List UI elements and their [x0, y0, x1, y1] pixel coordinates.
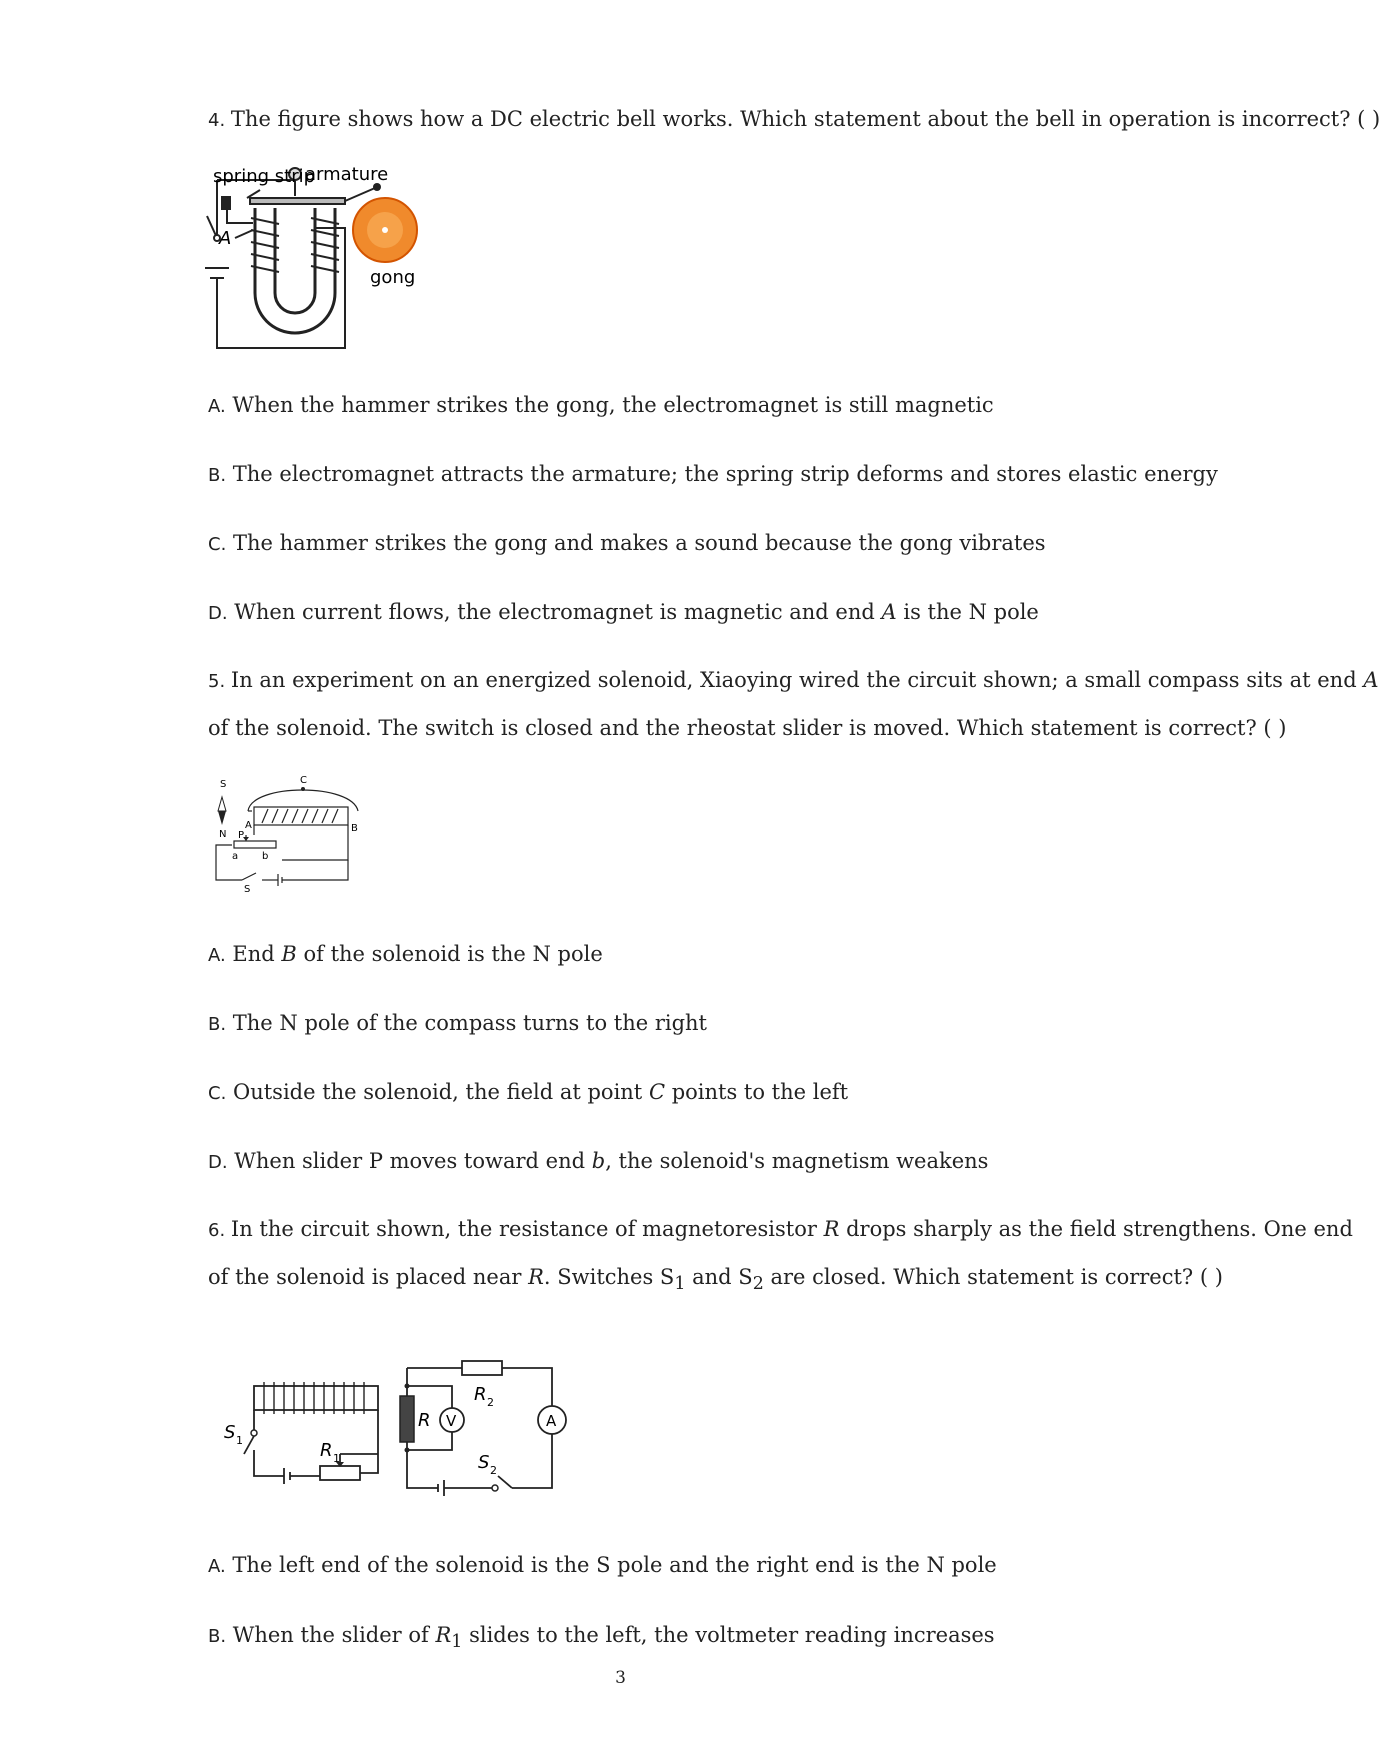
q6-solenoid-body — [254, 1386, 378, 1410]
q6-label-s1: S — [224, 1422, 236, 1443]
q5-number: 5 — [208, 671, 220, 692]
q6-stem-line1-post: drops sharply as the field strengthens. One end — [839, 1217, 1353, 1241]
q6-option-b-text-post: slides to the left, the voltmeter reading increases — [462, 1623, 995, 1647]
q5-number-dot: . — [219, 671, 231, 692]
q6-wire-left-bottom — [254, 1450, 284, 1476]
q4-option-a-letter: A. — [208, 396, 226, 417]
q6-stem-sep: and S — [685, 1265, 753, 1289]
q6-number: 6 — [208, 1220, 220, 1241]
q6-option-a — [208, 1550, 1038, 1582]
q5-field-line — [248, 790, 358, 811]
q5-option-b-text: The N pole of the compass turns to the right — [232, 1011, 707, 1035]
q5-option-a-var: B — [281, 942, 297, 966]
q4-option-a — [208, 390, 1038, 422]
q6-option-b-text-pre: When the slider of — [232, 1623, 436, 1647]
q5-compass-s-half — [218, 797, 226, 811]
q6-stem-line1-var: R — [823, 1217, 840, 1241]
q4-option-b — [208, 459, 1218, 491]
q4-option-c — [208, 528, 1046, 560]
q6-option-b-var: R — [435, 1623, 452, 1647]
q5-wire-right — [282, 825, 348, 860]
q5-option-d-text-pre: When slider P moves toward end — [234, 1149, 592, 1173]
q6-wire-top-right — [502, 1368, 552, 1406]
q5-option-a — [208, 939, 1038, 971]
q4-option-d-letter: D. — [208, 603, 228, 624]
q5-option-d-letter: D. — [208, 1152, 228, 1173]
q5-option-d — [208, 1146, 1038, 1178]
q6-label-s2-sub: 2 — [490, 1464, 497, 1477]
q6-option-b — [208, 1620, 1038, 1657]
q5-option-c-letter: C. — [208, 1083, 227, 1104]
q6-label-v: V — [446, 1412, 457, 1430]
q5-label-switch: S — [244, 884, 251, 895]
q5-option-b-letter: B. — [208, 1014, 227, 1035]
q6-option-b-letter: B. — [208, 1626, 227, 1647]
q6-switch-s1-pivot — [251, 1430, 257, 1436]
q4-core-inner — [275, 208, 315, 313]
q4-number: 4 — [208, 110, 220, 131]
q6-label-r2: R — [474, 1384, 487, 1405]
q5-label-a: A — [245, 820, 252, 831]
q5-point-c — [301, 787, 305, 791]
q6-stem-line2-pre: of the solenoid is placed near — [208, 1265, 529, 1289]
q4-hammer-arm — [345, 188, 375, 201]
q6-stem-line2-var: R — [528, 1265, 544, 1289]
q5-option-b — [208, 1008, 1038, 1040]
q4-option-c-text: The hammer strikes the gong and makes a sound because the gong vibrates — [232, 531, 1046, 555]
q6-option-b-sub: 1 — [451, 1632, 463, 1653]
q5-label-lb: b — [262, 851, 269, 862]
q6-switch-s1-blade — [244, 1436, 254, 1454]
q5-option-c-var: C — [648, 1080, 666, 1104]
q6-option-a-text: The left end of the solenoid is the S pole and the right end is the N pole — [232, 1553, 997, 1577]
q6-label-a: A — [546, 1412, 557, 1430]
q4-number-dot: . — [219, 110, 231, 131]
q6-magnetoresistor-r — [400, 1396, 414, 1442]
q6-magnetoresistor-figure — [212, 1338, 592, 1518]
q4-contact-block — [221, 196, 231, 210]
q5-solenoid-figure — [212, 775, 382, 893]
q6-stem-line1-pre: In the circuit shown, the resistance of magnetoresistor — [230, 1217, 824, 1241]
q6-switch-s2-pivot — [492, 1485, 498, 1491]
q6-switch-s2-blade — [498, 1476, 512, 1488]
q5-stem-line2 — [208, 713, 1287, 743]
q6-stem-sub2: 2 — [752, 1274, 764, 1295]
q4-label-spring: spring strip — [213, 166, 316, 187]
q4-option-d — [208, 597, 1038, 629]
q6-label-s2: S — [478, 1452, 490, 1473]
q5-stem-line1-text: In an experiment on an energized solenoid, Xiaoying wired the circuit shown; a small compass sits at end — [230, 668, 1364, 692]
q4-pointer-armature — [247, 190, 260, 198]
page-number: 3 — [615, 1668, 626, 1688]
q5-compass-n-half — [218, 811, 226, 825]
q5-label-n: N — [219, 829, 227, 840]
q6-label-r: R — [418, 1410, 431, 1431]
q4-option-d-text-pre: When current flows, the electromagnet is magnetic and end — [234, 600, 882, 624]
q4-option-b-text: The electromagnet attracts the armature; the spring strip deforms and stores elastic energy — [232, 462, 1218, 486]
q5-label-s: S — [220, 779, 227, 790]
q5-label-p: P — [238, 830, 245, 841]
q5-option-c-text-post: points to the left — [665, 1080, 849, 1104]
q6-stem-line2 — [208, 1262, 1223, 1299]
q6-node-bottom — [405, 1448, 410, 1453]
q6-wire-right — [512, 1434, 552, 1488]
q5-coil-windings — [262, 809, 338, 823]
q5-switch-blade — [242, 873, 256, 880]
q5-option-c-text-pre: Outside the solenoid, the field at point — [232, 1080, 649, 1104]
q6-stem-line2-end: are closed. Which statement is correct? ( ) — [763, 1265, 1223, 1289]
q6-label-r1-sub: 1 — [333, 1452, 340, 1465]
q6-node-top — [405, 1384, 410, 1389]
q5-option-d-var: b — [591, 1149, 606, 1173]
q5-stem-line1 — [208, 665, 1379, 697]
q5-option-c — [208, 1077, 1038, 1109]
q4-option-d-text-post: is the N pole — [896, 600, 1039, 624]
q4-wire-contact — [227, 210, 253, 223]
q6-number-dot: . — [219, 1220, 231, 1241]
q6-wire-right-left — [360, 1410, 378, 1473]
q5-wire-bottom-right — [282, 860, 348, 880]
q4-label-a: A — [219, 228, 232, 249]
q4-armature — [250, 198, 345, 204]
q5-option-a-text-post: of the solenoid is the N pole — [296, 942, 603, 966]
q6-label-s1-sub: 1 — [236, 1434, 243, 1447]
q6-option-a-letter: A. — [208, 1556, 226, 1577]
q5-rheostat — [234, 841, 276, 848]
q5-stem-var: A — [1363, 668, 1379, 692]
q4-label-gong: gong — [370, 267, 416, 288]
q6-r2 — [462, 1361, 502, 1375]
q4-stem — [208, 104, 1380, 136]
q6-stem-line1 — [208, 1214, 1353, 1246]
q4-option-b-letter: B. — [208, 465, 227, 486]
q5-option-a-letter: A. — [208, 945, 226, 966]
q5-label-c: C — [300, 775, 307, 786]
q4-option-a-text: When the hammer strikes the gong, the electromagnet is still magnetic — [232, 393, 994, 417]
q4-label-armature: armature — [305, 164, 389, 185]
q5-label-b: B — [351, 823, 358, 834]
q5-option-a-text-pre: End — [232, 942, 282, 966]
q4-stem-text: The figure shows how a DC electric bell works. Which statement about the bell in operation is incorrect? ( ) — [230, 107, 1380, 131]
q6-r1-rheostat — [320, 1466, 360, 1480]
q5-stem-line2-text: of the solenoid. The switch is closed and the rheostat slider is moved. Which statement is correct? ( ) — [208, 716, 1287, 740]
q6-stem-line2-post: . Switches S — [543, 1265, 675, 1289]
q6-stem-sub1: 1 — [674, 1274, 686, 1295]
q4-pointer-a — [235, 230, 253, 238]
q6-label-r2-sub: 2 — [487, 1396, 494, 1409]
q5-option-d-text-post: , the solenoid's magnetism weakens — [605, 1149, 989, 1173]
q4-gong-pin — [382, 227, 388, 233]
q5-label-la: a — [232, 851, 239, 862]
q4-electric-bell-figure — [205, 164, 475, 358]
q4-option-d-var: A — [881, 600, 897, 624]
q6-label-r1: R — [320, 1440, 333, 1461]
q4-option-c-letter: C. — [208, 534, 227, 555]
